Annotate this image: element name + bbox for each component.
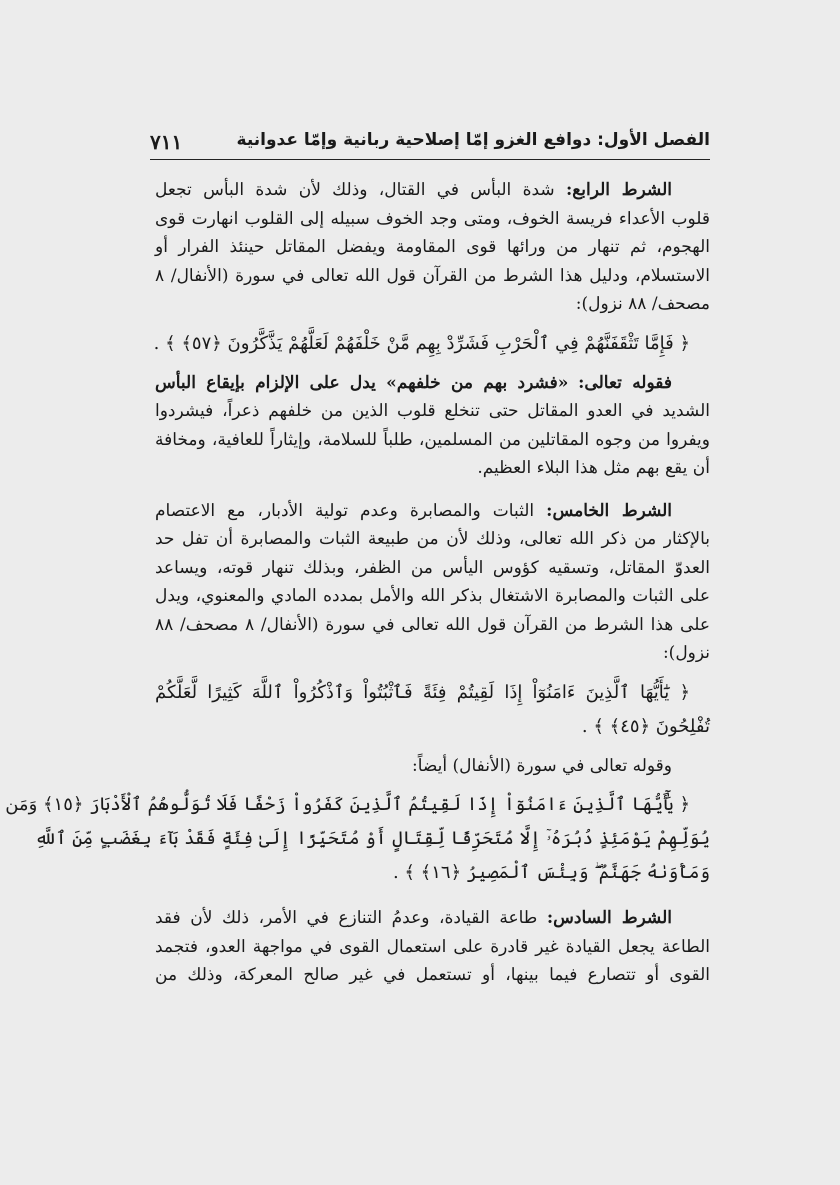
running-header — [150, 128, 710, 158]
text-line: وقوله تعالى في سورة (الأنفال) أيضاً: — [412, 755, 672, 776]
paragraph-condition-4 — [155, 176, 710, 319]
text-line: الاستسلام، ودليل هذا الشرط من القرآن قول الله تعالى في سورة (الأنفال/ ٨ — [155, 265, 710, 286]
verse-line: وَمَأْوَىٰهُ جَهَنَّمُ ۖ وَبِئْسَ ٱلْمَصِيرُ ﴿١٦﴾ ﴾ . — [392, 862, 710, 883]
paragraph-commentary — [155, 369, 710, 483]
text-line: ويفروا من وجوه المقاتلين من المسلمين، طلباً للسلامة، وإيثاراً للعافية، ومخافة — [155, 429, 710, 450]
text-line: الطاعة يجعل القيادة غير قادرة على استعمال القوى في مواجهة العدو، فتجمد — [155, 936, 710, 957]
text-line: على الثبات والمصابرة الاشتغال بذكر الله والأمل بمدده المادي والمعنوي، ويدل — [155, 586, 710, 606]
text-line: الشرط الرابع: شدة البأس في القتال، وذلك لأن شدة البأس تجعل — [155, 180, 672, 200]
text-line: القوى أو تتصارع فيما بينها، أو تستعمل في غير صالح المعركة، وذلك من — [155, 965, 710, 985]
text-line: الشديد في العدو المقاتل حتى تنخلع قلوب الذين من خلفهم ذعراً، فيشردوا — [155, 401, 710, 421]
text-line: على هذا الشرط من القرآن قول الله تعالى في سورة (الأنفال/ ٨ مصحف/ ٨٨ — [155, 614, 710, 635]
text-line: مصحف/ ٨٨ نزول): — [575, 294, 710, 314]
text-line: العدوّ المقاتل، وتسقيه كؤوس اليأس من الظفر، وبذلك تنهار قوته، ويساعد — [155, 557, 710, 578]
paragraph-condition-6 — [155, 904, 710, 990]
verse-line: ﴿ فَإِمَّا تَثْقَفَنَّهُمْ فِي ٱلْحَرْبِ فَشَرِّدْ بِهِم مَّنْ خَلْفَهُمْ لَعَلَّهُمْ يَذَّكَّرُونَ ﴿٥٧﴾ ﴾ . — [153, 332, 690, 354]
verse-line: ﴿ يَٰٓأَيُّهَا ٱلَّذِينَ ءَامَنُوٓاْ إِذَا لَقِيتُمُ ٱلَّذِينَ كَفَرُواْ زَحْفًا فَلَا تُوَلُّوهُمُ ٱلْأَدْبَارَ ﴿١٥﴾ وَمَن — [5, 794, 690, 815]
verse-line: تُفْلِحُونَ ﴿٤٥﴾ ﴾ . — [581, 715, 710, 737]
paragraph-label: الشرط الخامس: — [546, 500, 673, 521]
text-line: أن يقع بهم مثل هذا البلاء العظيم. — [477, 458, 710, 478]
text-line: بالإكثار من ذكر الله تعالى، وذلك لأن من طبيعة الثبات والمصابرة أن تفل حد — [155, 529, 710, 549]
paragraph-label: الشرط السادس: — [546, 908, 672, 928]
chapter-title: الفصل الأول: دوافع الغزو إمّا إصلاحية ربانية وإمّا عدوانية — [236, 130, 710, 150]
text-line: نزول): — [662, 643, 710, 663]
verse-line: يُوَلِّهِمْ يَوْمَئِذٍ دُبُرَهُۥٓ إِلَّا مُتَحَرِّفًا لِّقِتَالٍ أَوْ مُتَحَيِّزًا إِلَىٰ فِئَةٍ فَقَدْ بَآءَ بِغَضَبٍ مِّنَ ٱللَّهِ — [34, 828, 710, 849]
paragraph-condition-5 — [155, 497, 710, 668]
paragraph-intro — [155, 752, 710, 781]
page-body — [5, 176, 710, 998]
header-divider — [150, 159, 710, 160]
paragraph-label: الشرط الرابع: — [565, 180, 672, 200]
page-number: ٧١١ — [150, 130, 183, 154]
text-line: الهجوم، ثم تنهار من ورائها قوى المقاومة ويفضل المقاتل حينئذ الفرار أو — [155, 237, 710, 257]
quran-verse — [155, 327, 710, 361]
text-line: الشرط الخامس: الثبات والمصابرة وعدم تولية الأدبار، مع الاعتصام — [155, 500, 673, 521]
text-line: فقوله تعالى: «فشرد بهم من خلفهم» يدل على الإلزام بإيقاع البأس — [155, 372, 672, 393]
paragraph-label: فقوله تعالى: — [578, 372, 672, 393]
verse-line: ﴿ يَٰٓأَيُّهَا ٱلَّذِينَ ءَامَنُوٓاْ إِذَا لَقِيتُمْ فِئَةً فَٱثْبُتُواْ وَٱذْكُرُواْ ٱللَّهَ كَثِيرًا لَّعَلَّكُمْ — [155, 681, 690, 703]
quran-verse — [155, 676, 710, 744]
text-line: قلوب الأعداء فريسة الخوف، ومتى وجد الخوف سبيله إلى القلوب انهارت قوى — [155, 208, 710, 229]
quran-verse — [5, 788, 710, 890]
text-line: الشرط السادس: طاعة القيادة، وعدمُ التنازع في الأمر، ذلك لأن فقد — [155, 908, 672, 928]
